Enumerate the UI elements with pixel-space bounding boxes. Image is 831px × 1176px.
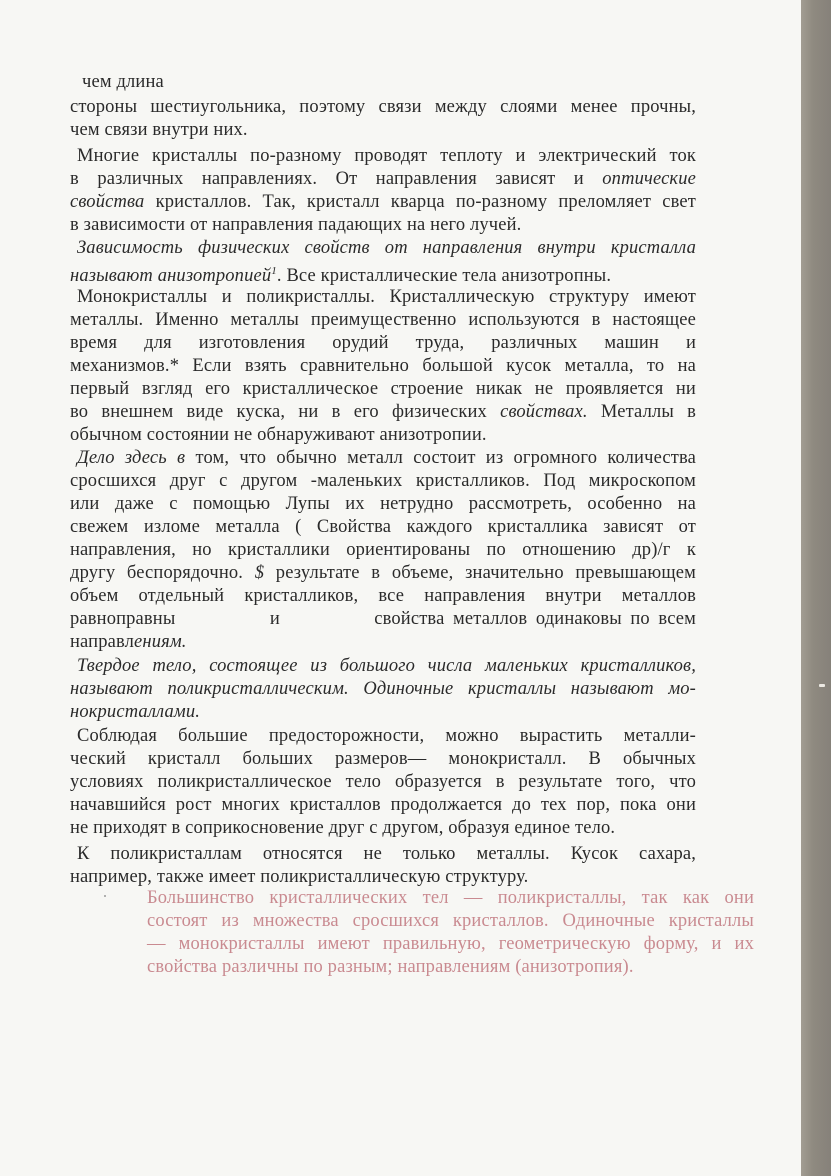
text-segment: первый взгляд его кристаллическое строение никак не проявляется ни — [70, 379, 696, 399]
text-line — [77, 237, 696, 259]
text-line — [70, 191, 696, 213]
text-line — [77, 725, 696, 747]
text-segment: в различных направлениях. От направления зависят и — [70, 169, 603, 189]
text-line — [70, 817, 696, 839]
text-line — [77, 655, 696, 677]
text-line — [70, 562, 696, 584]
text-line — [70, 539, 696, 561]
italic-text: называют поликристаллическим. Одиночные кристаллы называют мо- — [70, 679, 696, 699]
text-line — [70, 378, 696, 400]
text-line — [77, 145, 696, 167]
text-segment: Металлы в — [587, 402, 696, 422]
text-segment: или даже с помощью Лупы их нетрудно рассмотреть, особенно на — [70, 494, 696, 514]
italic-text: свойствах. — [500, 402, 588, 422]
text-line — [70, 608, 696, 630]
text-line — [70, 678, 696, 700]
text-segment: — монокристаллы имеют правильную, геометрическую форму, и их — [147, 934, 754, 954]
text-segment: направл — [70, 632, 135, 652]
text-line — [70, 168, 696, 190]
text-segment: в зависимости от направления падающих на него лучей. — [70, 215, 522, 235]
text-segment: например, также имеет поликристаллическую структуру. — [70, 867, 529, 887]
text-segment: механизмов.* Если взять сравнительно большой кусок металла, то на — [70, 356, 696, 376]
text-segment: сросшихся друг с другом -маленьких кристалликов. Под микроскопом — [70, 471, 696, 491]
italic-text: Дело здесь в — [77, 448, 186, 468]
text-line — [70, 493, 696, 515]
text-line — [70, 96, 696, 118]
text-segment: Монокристаллы и поликристаллы. Кристаллическую структуру имеют — [77, 287, 696, 307]
summary-line — [147, 910, 754, 932]
speck — [104, 895, 106, 897]
text-line — [70, 309, 696, 331]
text-segment: обычном состоянии не обнаруживают анизотропии. — [70, 425, 487, 445]
text-segment: свежем изломе металла ( Свойства каждого кристаллика зависят от — [70, 517, 696, 537]
text-line — [70, 748, 696, 770]
italic-text: ениям. — [134, 632, 187, 652]
text-line — [70, 516, 696, 538]
text-segment: равноправны и свойства металлов одинаковы по всем — [70, 609, 696, 629]
text-line — [77, 843, 696, 865]
text-segment: другу беспорядочно. — [70, 563, 255, 583]
text-segment: Многие кристаллы по-разному проводят теплоту и электрический ток — [77, 146, 696, 166]
text-segment: Соблюдая большие предосторожности, можно вырастить металли- — [77, 726, 696, 746]
text-line — [82, 71, 282, 93]
text-segment: Большинство кристаллических тел — поликристаллы, так как они — [147, 888, 754, 908]
text-line — [70, 401, 696, 423]
text-line — [77, 286, 696, 308]
italic-text: оптические — [602, 169, 696, 189]
summary-line — [147, 956, 754, 978]
text-segment: не приходят в соприкосновение друг с другом, образуя единое тело. — [70, 818, 616, 838]
text-segment: том, что обычно металл состоит из огромного количества — [185, 448, 696, 468]
text-line — [70, 794, 696, 816]
text-line — [70, 771, 696, 793]
text-line — [70, 119, 370, 141]
text-segment: состоят из множества сросшихся кристаллов. Одиночные кристаллы — [147, 911, 754, 931]
text-line — [77, 447, 696, 469]
text-segment: К поликристаллам относятся не только металлы. Кусок сахара, — [77, 844, 696, 864]
text-segment: . Все кристаллические тела анизотропны. — [276, 266, 612, 287]
text-line — [70, 214, 630, 236]
footnote-marker: 1 — [271, 265, 277, 277]
italic-text: свойства — [70, 192, 145, 212]
edge-mark — [819, 684, 825, 687]
text-segment: направления, но кристаллики ориентированы по отношению др)/г к — [70, 540, 696, 560]
text-line — [70, 260, 670, 287]
text-segment: результате в объеме, значительно превышающем — [264, 563, 696, 583]
text-line — [70, 470, 696, 492]
page-edge — [801, 0, 831, 1176]
text-line — [70, 332, 696, 354]
text-line — [70, 424, 630, 446]
italic-text: Зависимость физических свойств от направления внутри кристалла — [77, 238, 696, 258]
text-segment: чем длина — [82, 72, 164, 92]
text-segment: во внешнем виде куска, ни в его физических — [70, 402, 501, 422]
text-line — [70, 866, 630, 888]
text-segment: объем отдельный кристалликов, все направления внутри металлов — [70, 586, 696, 606]
text-segment: чем связи внутри них. — [70, 120, 248, 140]
text-line — [70, 701, 370, 723]
italic-text: $ — [254, 563, 265, 583]
italic-text: Твердое тело, состоящее из большого числа маленьких кристалликов, — [77, 656, 696, 676]
text-line — [70, 585, 696, 607]
text-line — [70, 355, 696, 377]
text-segment: начавшийся рост многих кристаллов продолжается до тех пор, пока они — [70, 795, 696, 815]
text-segment: стороны шестиугольника, поэтому связи между слоями менее прочны, — [70, 97, 696, 117]
italic-text: называют анизотропией — [70, 266, 272, 287]
text-segment: кристаллов. Так, кристалл кварца по-разному преломляет свет — [144, 192, 696, 212]
text-segment: металлы. Именно металлы преимущественно используются в настоящее — [70, 310, 696, 330]
summary-line — [147, 887, 754, 909]
summary-line — [147, 933, 754, 955]
text-segment: условиях поликристаллическое тело образуется в результате того, что — [70, 772, 696, 792]
text-segment: ческий кристалл больших размеров— монокристалл. В обычных — [70, 749, 696, 769]
text-line — [70, 631, 370, 653]
italic-text: нокристаллами. — [70, 702, 201, 722]
text-segment: свойства различны по разным; направлениям (анизотропия). — [147, 957, 634, 977]
text-segment: время для изготовления орудий труда, различных машин и — [70, 333, 696, 353]
